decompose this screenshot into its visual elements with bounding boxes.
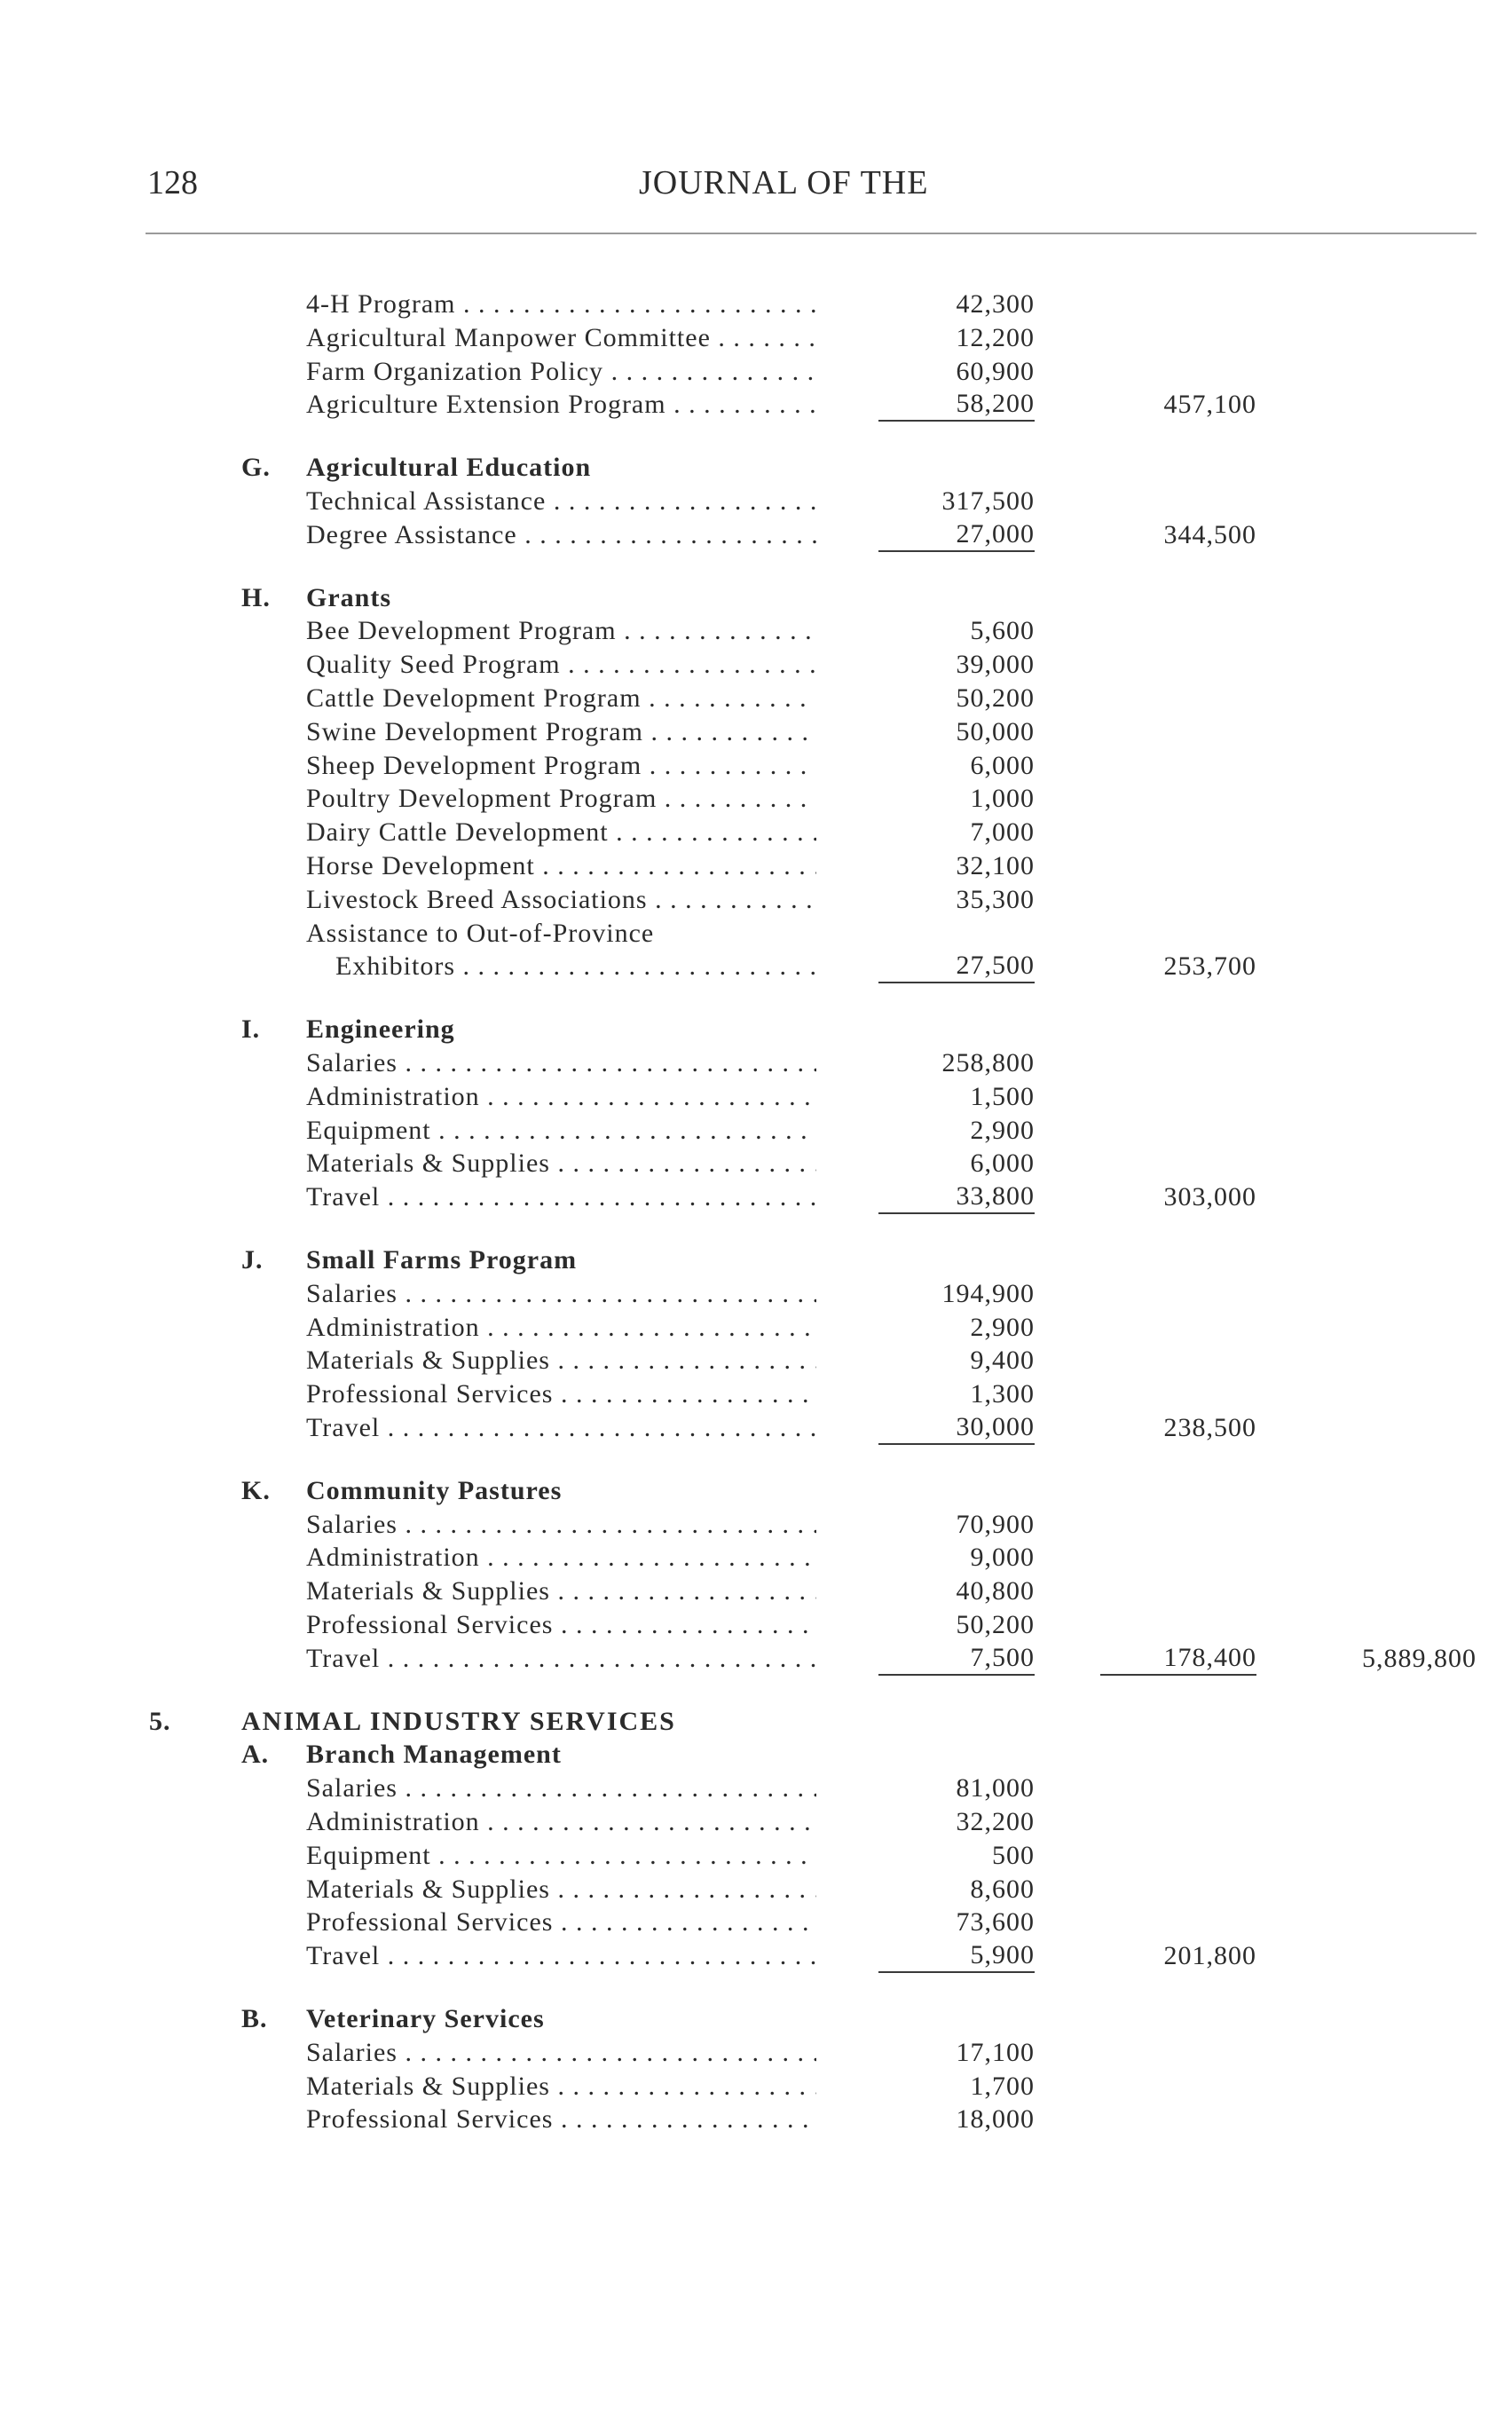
leader-dots <box>553 2104 816 2134</box>
amount-c1: 50,200 <box>956 683 1035 713</box>
leader-dots <box>643 717 816 746</box>
table-row <box>0 816 1512 849</box>
table-row <box>0 1939 1512 1973</box>
table-row <box>0 355 1512 389</box>
item-label <box>306 2036 816 2070</box>
table-row <box>0 1311 1512 1345</box>
leader-dots <box>535 851 816 880</box>
leader-dots <box>398 1048 816 1077</box>
section-heading <box>0 451 1512 485</box>
section-heading <box>0 1013 1512 1046</box>
table-row <box>0 388 1512 422</box>
item-label <box>306 1642 816 1676</box>
item-label-text: Salaries <box>306 1278 398 1308</box>
table-row <box>0 1508 1512 1542</box>
table-row <box>0 1906 1512 1939</box>
item-label <box>306 1080 816 1114</box>
table-row <box>0 1772 1512 1805</box>
major-heading <box>0 1705 1512 1739</box>
table-row <box>0 1873 1512 1906</box>
table-row <box>0 1080 1512 1114</box>
item-label <box>306 917 816 951</box>
amount-c2: 253,700 <box>1163 951 1256 982</box>
leader-dots <box>550 1576 816 1606</box>
amount-c1: 9,000 <box>970 1543 1035 1573</box>
amount-c2: 178,400 <box>1100 1642 1256 1676</box>
item-label <box>306 614 816 648</box>
amount-c1: 7,000 <box>970 817 1035 848</box>
table-row <box>0 288 1512 321</box>
amount-c1: 27,500 <box>878 950 1035 983</box>
leader-dots <box>553 1379 816 1409</box>
item-label-text: Exhibitors <box>335 951 455 982</box>
item-label <box>306 321 816 355</box>
leader-dots <box>609 817 816 847</box>
item-label-text: Materials & Supplies <box>306 1874 550 1904</box>
table-row <box>0 1147 1512 1180</box>
item-label <box>306 1939 816 1973</box>
item-label <box>306 1277 816 1311</box>
item-label-text: Administration <box>306 1543 480 1573</box>
section-title: Grants <box>306 582 391 612</box>
section-heading <box>0 1243 1512 1277</box>
table-row <box>0 1411 1512 1445</box>
leader-dots <box>380 1413 816 1442</box>
amount-c1: 6,000 <box>970 1148 1035 1179</box>
item-label-text: Salaries <box>306 1773 398 1803</box>
major-number: 5. <box>149 1706 171 1736</box>
table-row <box>0 1575 1512 1608</box>
amount-c1: 81,000 <box>956 1773 1035 1803</box>
item-label <box>306 715 816 749</box>
item-label <box>306 288 816 321</box>
amount-c1: 2,900 <box>970 1312 1035 1342</box>
table-row <box>0 2103 1512 2136</box>
leader-dots <box>398 1510 816 1539</box>
item-label-text: Administration <box>306 1807 480 1836</box>
leader-dots <box>380 1644 816 1673</box>
table-row <box>0 1180 1512 1214</box>
table-row <box>0 485 1512 518</box>
item-label-text: Travel <box>306 1643 381 1673</box>
amount-c1: 70,900 <box>956 1509 1035 1539</box>
amount-c1: 18,000 <box>956 2104 1035 2135</box>
table-row <box>0 849 1512 883</box>
amount-c1: 1,300 <box>970 1379 1035 1409</box>
table-row <box>0 950 1512 983</box>
leader-dots <box>480 1807 816 1836</box>
item-label-text: Materials & Supplies <box>306 2071 550 2101</box>
amount-c1: 17,100 <box>956 2037 1035 2067</box>
amount-c1: 5,900 <box>878 1939 1035 1973</box>
leader-dots <box>550 1346 816 1375</box>
section-letter: H. <box>241 582 271 612</box>
item-label-text: Materials & Supplies <box>306 1576 550 1606</box>
amount-c1: 32,200 <box>956 1807 1035 1836</box>
section-title: Veterinary Services <box>306 2004 545 2033</box>
item-label <box>306 1114 816 1148</box>
page-number: 128 <box>147 164 198 201</box>
item-label <box>306 816 816 849</box>
amount-c1: 12,200 <box>956 322 1035 352</box>
amount-c1: 32,100 <box>956 851 1035 880</box>
amount-c1: 30,000 <box>878 1411 1035 1445</box>
running-head: JOURNAL OF THE <box>639 164 929 201</box>
amount-c2: 238,500 <box>1163 1413 1256 1442</box>
item-label-text: Travel <box>306 1941 381 1971</box>
item-label-text: Salaries <box>306 1048 398 1077</box>
section-letter: B. <box>241 2004 268 2033</box>
table-row <box>0 1541 1512 1575</box>
leader-dots <box>480 1082 816 1111</box>
item-label <box>335 950 816 983</box>
leader-dots <box>561 650 816 679</box>
leader-dots <box>517 520 816 549</box>
leader-dots <box>603 357 816 386</box>
amount-c1: 33,800 <box>878 1180 1035 1214</box>
amount-c1: 2,900 <box>970 1115 1035 1145</box>
item-label-text: Professional Services <box>306 1907 554 1938</box>
section-title: Engineering <box>306 1014 455 1045</box>
item-label <box>306 1541 816 1575</box>
table-row <box>0 1377 1512 1411</box>
item-label <box>306 1046 816 1080</box>
amount-c1: 27,000 <box>878 518 1035 552</box>
amount-c2: 344,500 <box>1163 519 1256 549</box>
leader-dots <box>553 1610 816 1639</box>
item-label-text: Livestock Breed Associations <box>306 884 648 914</box>
leader-dots <box>431 1116 816 1145</box>
item-label <box>306 1906 816 1939</box>
item-label <box>306 1344 816 1377</box>
item-label <box>306 1377 816 1411</box>
item-label <box>306 1411 816 1445</box>
leader-dots <box>480 1543 816 1572</box>
item-label-text: Materials & Supplies <box>306 1346 550 1376</box>
leader-dots <box>642 683 816 713</box>
amount-c1: 5,600 <box>970 616 1035 646</box>
item-label-text: Administration <box>306 1081 480 1111</box>
amount-c1: 39,000 <box>956 650 1035 680</box>
leader-dots <box>550 2072 816 2101</box>
table-row <box>0 1642 1512 1676</box>
amount-c1: 35,300 <box>956 884 1035 914</box>
section-letter: A. <box>241 1740 270 1770</box>
item-label-text: Travel <box>306 1182 381 1212</box>
leader-dots <box>657 784 816 813</box>
table-row <box>0 1277 1512 1311</box>
item-label-text: Materials & Supplies <box>306 1148 550 1179</box>
item-label <box>306 1608 816 1642</box>
table-row <box>0 614 1512 648</box>
leader-dots <box>380 1182 816 1212</box>
leader-dots <box>455 289 816 319</box>
item-label-text: Professional Services <box>306 2104 554 2135</box>
item-label <box>306 1805 816 1839</box>
leader-dots <box>553 1907 816 1937</box>
table-row <box>0 1344 1512 1377</box>
item-label <box>306 849 816 883</box>
item-label-text: Swine Development Program <box>306 716 643 746</box>
item-label <box>306 1311 816 1345</box>
section-letter: K. <box>241 1475 271 1505</box>
section-heading <box>0 2002 1512 2036</box>
leader-dots <box>480 1313 816 1342</box>
table-row <box>0 1839 1512 1873</box>
item-label-text: Farm Organization Policy <box>306 356 604 386</box>
item-label-text: Poultry Development Program <box>306 784 658 814</box>
section-letter: I. <box>241 1014 261 1045</box>
item-label <box>306 388 816 422</box>
amount-c1: 8,600 <box>970 1874 1035 1904</box>
leader-dots <box>380 1941 816 1970</box>
amount-c3: 5,889,800 <box>1362 1643 1477 1673</box>
amount-c1: 194,900 <box>941 1278 1035 1308</box>
item-label-text: Equipment <box>306 1115 431 1145</box>
item-label <box>306 2103 816 2136</box>
section-heading <box>0 1738 1512 1772</box>
leader-dots <box>617 616 816 645</box>
section-letter: J. <box>241 1245 264 1275</box>
table-row <box>0 749 1512 783</box>
item-label-text: Assistance to Out-of-Province <box>306 918 655 948</box>
amount-c1: 6,000 <box>970 750 1035 780</box>
table-row <box>0 682 1512 715</box>
section-heading <box>0 1474 1512 1508</box>
table-row <box>0 321 1512 355</box>
amount-c1: 60,900 <box>956 356 1035 386</box>
table-row <box>0 1046 1512 1080</box>
amount-c1: 1,500 <box>970 1081 1035 1111</box>
item-label-text: Horse Development <box>306 851 535 880</box>
amount-c1: 50,000 <box>956 716 1035 746</box>
amount-c1: 50,200 <box>956 1610 1035 1639</box>
leader-dots <box>642 751 816 780</box>
item-label-text: Professional Services <box>306 1610 554 1639</box>
item-label-text: Cattle Development Program <box>306 683 642 713</box>
leader-dots <box>648 885 816 914</box>
section-heading <box>0 581 1512 615</box>
item-label-text: 4-H Program <box>306 289 456 319</box>
section-letter: G. <box>241 453 271 483</box>
table-row <box>0 2036 1512 2070</box>
amount-c1: 58,200 <box>878 388 1035 422</box>
item-label-text: Bee Development Program <box>306 616 617 646</box>
item-label <box>306 355 816 389</box>
leader-dots <box>431 1841 816 1870</box>
item-label-text: Sheep Development Program <box>306 750 642 780</box>
table-row <box>0 1805 1512 1839</box>
item-label <box>306 1873 816 1906</box>
item-label <box>306 1772 816 1805</box>
section-title: Community Pastures <box>306 1475 563 1505</box>
table-row <box>0 2070 1512 2103</box>
item-label-text: Dairy Cattle Development <box>306 817 609 848</box>
amount-c2: 303,000 <box>1163 1182 1256 1212</box>
table-row <box>0 518 1512 552</box>
leader-dots <box>550 1874 816 1904</box>
leader-dots <box>550 1148 816 1178</box>
item-label <box>306 1575 816 1608</box>
section-title: Agricultural Education <box>306 453 592 483</box>
item-label <box>306 682 816 715</box>
amount-c2: 201,800 <box>1163 1941 1256 1971</box>
item-label <box>306 1147 816 1180</box>
table-row <box>0 1608 1512 1642</box>
leader-dots <box>398 1773 816 1803</box>
amount-c1: 42,300 <box>956 289 1035 319</box>
amount-c1: 40,800 <box>956 1576 1035 1606</box>
amount-c1: 500 <box>992 1840 1035 1870</box>
table-row <box>0 1114 1512 1148</box>
item-label-text: Salaries <box>306 1509 398 1539</box>
amount-c1: 9,400 <box>970 1346 1035 1376</box>
item-label-text: Agricultural Manpower Committee <box>306 322 711 352</box>
item-label <box>306 518 816 552</box>
amount-c1: 1,000 <box>970 784 1035 814</box>
item-label-text: Travel <box>306 1413 381 1442</box>
item-label <box>306 1180 816 1214</box>
item-label <box>306 883 816 917</box>
amount-c1: 7,500 <box>878 1642 1035 1676</box>
leader-dots <box>546 486 816 516</box>
amount-c1: 1,700 <box>970 2071 1035 2101</box>
item-label-text: Quality Seed Program <box>306 650 561 680</box>
table-row <box>0 782 1512 816</box>
item-label-text: Salaries <box>306 2037 398 2067</box>
leader-dots <box>455 951 816 981</box>
amount-c1: 73,600 <box>956 1907 1035 1938</box>
item-label <box>306 485 816 518</box>
item-label <box>306 1839 816 1873</box>
amount-c1: 258,800 <box>941 1048 1035 1077</box>
leader-dots <box>398 1279 816 1308</box>
section-title: Branch Management <box>306 1740 562 1770</box>
table-row <box>0 883 1512 917</box>
amount-c2: 457,100 <box>1163 390 1256 420</box>
item-label <box>306 648 816 682</box>
item-label-text: Equipment <box>306 1840 431 1870</box>
item-label <box>306 1508 816 1542</box>
item-label <box>306 749 816 783</box>
table-row <box>0 715 1512 749</box>
item-label-text: Administration <box>306 1312 480 1342</box>
leader-dots <box>398 2038 816 2067</box>
table-row <box>0 917 1512 951</box>
item-label-text: Technical Assistance <box>306 486 547 516</box>
item-label <box>306 2070 816 2103</box>
item-label <box>306 782 816 816</box>
amount-c1: 317,500 <box>941 486 1035 516</box>
item-label-text: Professional Services <box>306 1379 554 1409</box>
section-title: Small Farms Program <box>306 1245 578 1275</box>
item-label-text: Degree Assistance <box>306 519 517 549</box>
table-row <box>0 648 1512 682</box>
major-title: ANIMAL INDUSTRY SERVICES <box>241 1706 676 1736</box>
leader-dots <box>711 323 816 352</box>
item-label-text: Agriculture Extension Program <box>306 390 666 420</box>
leader-dots <box>666 390 816 419</box>
